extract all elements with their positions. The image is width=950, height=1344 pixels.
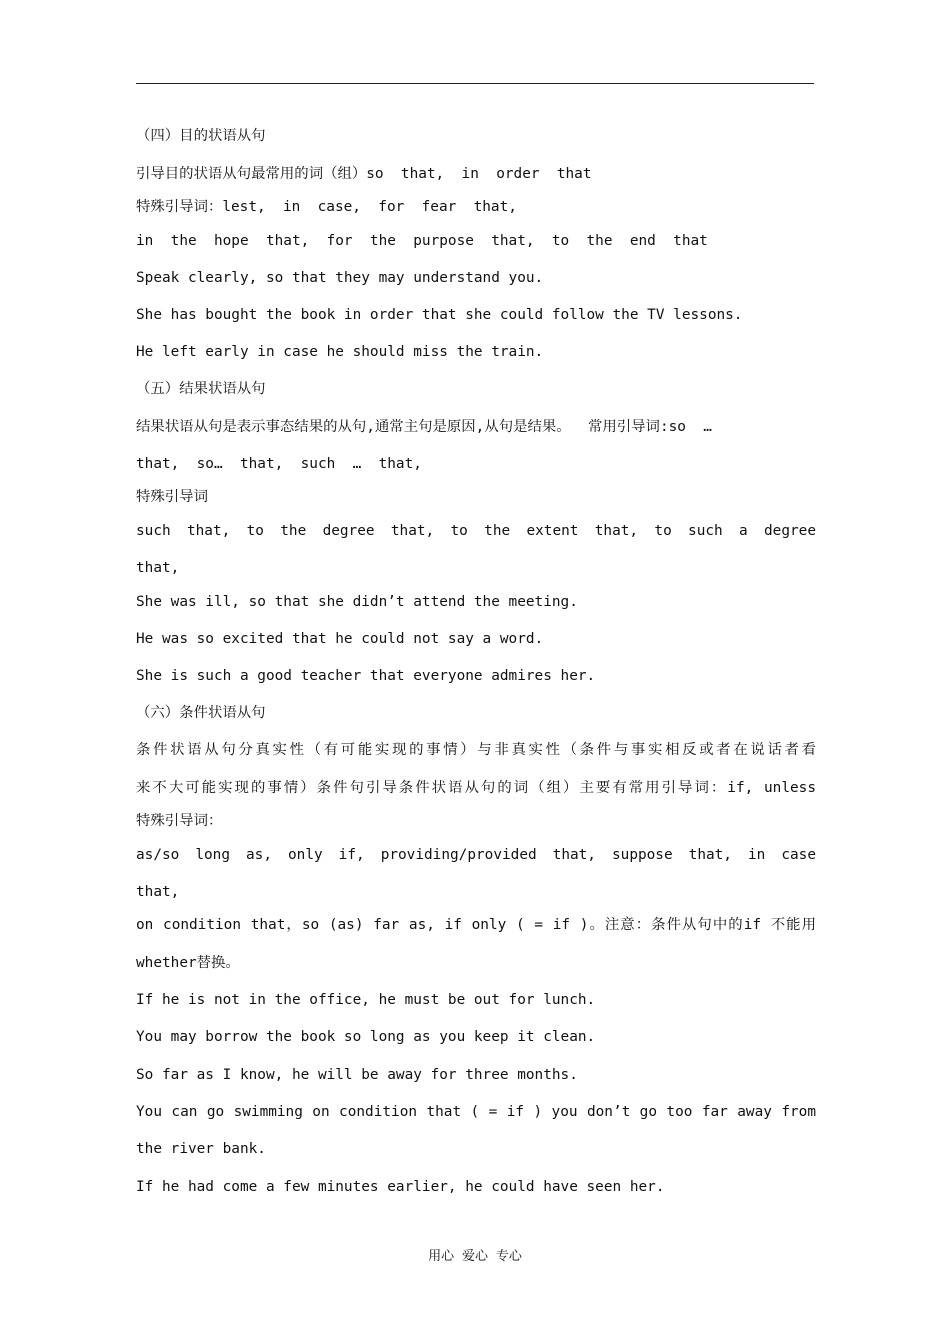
text-line: that, so… that, such … that, [136,456,422,472]
text-line: 结果状语从句是表示事态结果的从句,通常主句是原因,从句是结果。 常用引导词:so … [136,419,712,435]
text-line: as/so long as, only if, providing/provided that, suppose that, in case [136,847,816,863]
example-sentence: So far as I know, he will be away for three months. [136,1067,578,1083]
example-sentence: the river bank. [136,1141,266,1157]
example-sentence: Speak clearly, so that they may understand you. [136,270,544,286]
text-line: 特殊引导词： [136,813,223,829]
text-line: 特殊引导词：lest, in case, for fear that, [136,199,517,215]
section-heading-condition: （六）条件状语从句 [136,705,266,721]
text-line: whether替换。 [136,955,240,971]
page-footer: 用心 爱心 专心 [428,1249,522,1264]
header-rule [136,83,814,84]
text-line: on condition that，so (as) far as, if only ( = if )。注意：条件从句中的if 不能用 [136,917,816,933]
text-line: 特殊引导词 [136,489,208,505]
example-sentence: She has bought the book in order that she could follow the TV lessons. [136,307,743,323]
example-sentence: She is such a good teacher that everyone admires her. [136,668,596,684]
text-line: 来不大可能实现的事情）条件句引导条件状语从句的词（组）主要有常用引导词：if, unless [136,780,816,796]
text-line: that, [136,884,180,900]
example-sentence: If he is not in the office, he must be out for lunch. [136,992,596,1008]
example-sentence: You may borrow the book so long as you keep it clean. [136,1029,596,1045]
text-line: 条件状语从句分真实性（有可能实现的事情）与非真实性（条件与事实相反或者在说话者看 [136,742,816,758]
example-sentence: If he had come a few minutes earlier, he could have seen her. [136,1179,665,1195]
text-line: that, [136,560,180,576]
text-line: such that, to the degree that, to the extent that, to such a degree [136,523,816,539]
text-line: 引导目的状语从句最常用的词（组）so that, in order that [136,166,592,182]
text-line: in the hope that, for the purpose that, to the end that [136,233,708,249]
example-sentence: She was ill, so that she didn’t attend the meeting. [136,594,578,610]
example-sentence: You can go swimming on condition that ( = if ) you don’t go too far away from [136,1104,816,1120]
example-sentence: He was so excited that he could not say a word. [136,631,544,647]
example-sentence: He left early in case he should miss the train. [136,344,544,360]
section-heading-purpose: （四）目的状语从句 [136,128,266,144]
section-heading-result: （五）结果状语从句 [136,381,266,397]
